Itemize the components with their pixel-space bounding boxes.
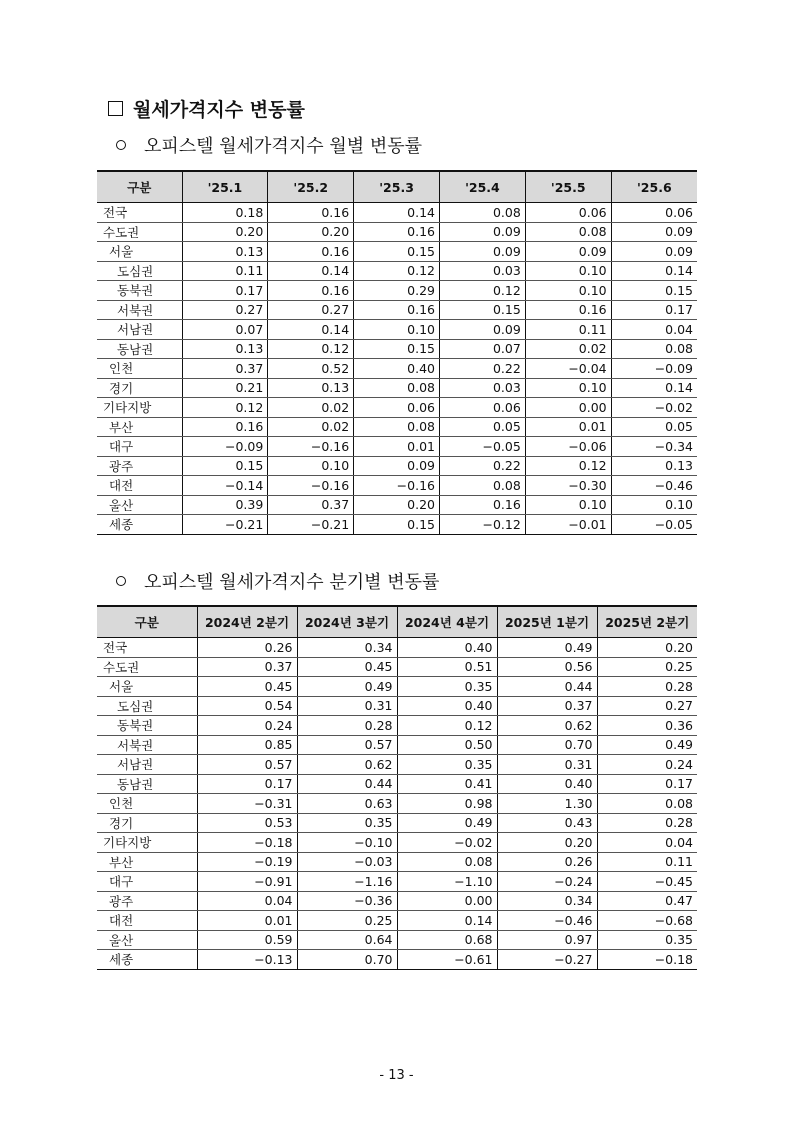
region-label: 대구 [97,872,197,892]
table-row [97,794,697,814]
change-rate-cell: −0.61 [397,950,497,970]
table-row [97,281,697,301]
table-row [97,456,697,476]
change-rate-cell: 0.40 [397,696,497,716]
change-rate-cell: −0.24 [497,872,597,892]
change-rate-cell: 0.24 [197,716,297,736]
table-row [97,677,697,697]
change-rate-cell: 0.02 [268,398,354,418]
table-row [97,696,697,716]
change-rate-cell: 0.14 [611,378,697,398]
change-rate-cell: 0.14 [397,911,497,931]
change-rate-cell: −0.02 [611,398,697,418]
region-label: 세종 [97,950,197,970]
change-rate-cell: −0.19 [197,852,297,872]
column-header-period: '25.2 [268,171,354,203]
table-row [97,891,697,911]
change-rate-cell: 0.35 [397,677,497,697]
change-rate-cell: 0.02 [525,339,611,359]
change-rate-cell: 0.15 [439,300,525,320]
column-header-period: 2024년 3분기 [297,606,397,638]
change-rate-cell: 0.09 [611,222,697,242]
change-rate-cell: 0.27 [182,300,268,320]
change-rate-cell: −0.30 [525,476,611,496]
region-label: 서북권 [97,735,197,755]
change-rate-cell: 0.12 [439,281,525,301]
change-rate-cell: −1.16 [297,872,397,892]
table-row [97,911,697,931]
region-label: 울산 [97,930,197,950]
region-label: 서남권 [97,755,197,775]
change-rate-cell: −0.21 [268,515,354,535]
change-rate-cell: 0.49 [397,813,497,833]
table-row [97,833,697,853]
change-rate-cell: 0.06 [611,203,697,223]
region-label: 서울 [97,677,197,697]
change-rate-cell: 0.00 [397,891,497,911]
change-rate-cell: 0.35 [297,813,397,833]
region-label: 동남권 [97,339,182,359]
change-rate-cell: 0.49 [297,677,397,697]
change-rate-cell: 0.13 [611,456,697,476]
change-rate-cell: 0.62 [497,716,597,736]
change-rate-cell: 0.34 [297,638,397,658]
change-rate-cell: 0.09 [525,242,611,262]
change-rate-cell: 0.41 [397,774,497,794]
table-row [97,476,697,496]
change-rate-cell: 0.16 [182,417,268,437]
change-rate-cell: 0.16 [354,300,440,320]
change-rate-cell: 0.27 [597,696,697,716]
region-label: 수도권 [97,222,182,242]
change-rate-cell: 0.12 [354,261,440,281]
change-rate-cell: 0.31 [497,755,597,775]
change-rate-cell: −0.34 [611,437,697,457]
change-rate-cell: 0.64 [297,930,397,950]
table-row [97,495,697,515]
change-rate-cell: −0.09 [611,359,697,379]
change-rate-cell: 0.40 [397,638,497,658]
change-rate-cell: 0.17 [197,774,297,794]
change-rate-cell: 0.40 [497,774,597,794]
change-rate-cell: 0.12 [182,398,268,418]
change-rate-cell: 0.13 [182,339,268,359]
change-rate-cell: 0.26 [197,638,297,658]
table-row [97,261,697,281]
change-rate-cell: 0.16 [268,203,354,223]
change-rate-cell: 0.39 [182,495,268,515]
quarterly-heading-text: 오피스텔 월세가격지수 분기별 변동률 [144,572,440,593]
change-rate-cell: 0.10 [525,378,611,398]
region-label: 기타지방 [97,398,182,418]
table-row [97,300,697,320]
change-rate-cell: 0.25 [597,657,697,677]
region-label: 경기 [97,378,182,398]
region-label: 울산 [97,495,182,515]
change-rate-cell: 0.16 [268,281,354,301]
change-rate-cell: 0.98 [397,794,497,814]
change-rate-cell: 0.14 [268,320,354,340]
change-rate-cell: −0.45 [597,872,697,892]
checkbox-square-icon [108,101,123,116]
change-rate-cell: −0.18 [197,833,297,853]
change-rate-cell: 0.10 [525,281,611,301]
change-rate-cell: 0.09 [611,242,697,262]
region-label: 서북권 [97,300,182,320]
change-rate-cell: 0.45 [297,657,397,677]
column-header-period: '25.1 [182,171,268,203]
change-rate-cell: −0.04 [525,359,611,379]
table-header-row [97,171,697,203]
table-row [97,417,697,437]
change-rate-cell: −0.18 [597,950,697,970]
change-rate-cell: 0.51 [397,657,497,677]
change-rate-cell: 0.04 [197,891,297,911]
change-rate-cell: 0.14 [354,203,440,223]
change-rate-cell: 0.20 [597,638,697,658]
change-rate-cell: −0.68 [597,911,697,931]
change-rate-cell: 0.17 [597,774,697,794]
section-title [108,95,305,122]
change-rate-cell: −0.06 [525,437,611,457]
change-rate-cell: 0.14 [268,261,354,281]
region-label: 대구 [97,437,182,457]
change-rate-cell: 0.15 [354,339,440,359]
change-rate-cell: 0.37 [268,495,354,515]
change-rate-cell: 0.10 [525,261,611,281]
change-rate-cell: 0.37 [197,657,297,677]
change-rate-cell: −0.91 [197,872,297,892]
change-rate-cell: 0.57 [297,735,397,755]
change-rate-cell: 0.37 [497,696,597,716]
change-rate-cell: −0.05 [439,437,525,457]
change-rate-cell: 0.08 [439,203,525,223]
table-row [97,222,697,242]
region-label: 도심권 [97,261,182,281]
change-rate-cell: 0.20 [354,495,440,515]
change-rate-cell: −0.01 [525,515,611,535]
quarterly-change-table [97,605,697,970]
change-rate-cell: 0.21 [182,378,268,398]
change-rate-cell: 0.08 [611,339,697,359]
change-rate-cell: 0.01 [197,911,297,931]
change-rate-cell: 0.08 [397,852,497,872]
table-row [97,242,697,262]
change-rate-cell: 0.12 [268,339,354,359]
change-rate-cell: 0.29 [354,281,440,301]
change-rate-cell: 0.47 [597,891,697,911]
region-label: 동남권 [97,774,197,794]
change-rate-cell: 1.30 [497,794,597,814]
change-rate-cell: −0.13 [197,950,297,970]
change-rate-cell: 0.08 [597,794,697,814]
change-rate-cell: 0.20 [268,222,354,242]
monthly-change-table [97,170,697,535]
region-label: 광주 [97,891,197,911]
region-label: 동북권 [97,281,182,301]
change-rate-cell: 0.63 [297,794,397,814]
change-rate-cell: 0.43 [497,813,597,833]
change-rate-cell: 0.62 [297,755,397,775]
region-label: 서울 [97,242,182,262]
change-rate-cell: 0.26 [497,852,597,872]
change-rate-cell: 0.57 [197,755,297,775]
table-row [97,339,697,359]
change-rate-cell: 0.34 [497,891,597,911]
table-row [97,437,697,457]
monthly-table-heading [116,132,422,158]
change-rate-cell: −0.27 [497,950,597,970]
change-rate-cell: 0.06 [439,398,525,418]
column-header-period: 2025년 1분기 [497,606,597,638]
change-rate-cell: 0.04 [611,320,697,340]
change-rate-cell: 0.37 [182,359,268,379]
change-rate-cell: 0.35 [397,755,497,775]
change-rate-cell: 0.10 [611,495,697,515]
change-rate-cell: 0.10 [525,495,611,515]
change-rate-cell: 0.28 [597,677,697,697]
column-header-category: 구분 [97,606,197,638]
change-rate-cell: 0.16 [439,495,525,515]
region-label: 동북권 [97,716,197,736]
change-rate-cell: 0.08 [525,222,611,242]
change-rate-cell: 0.68 [397,930,497,950]
column-header-period: '25.6 [611,171,697,203]
change-rate-cell: 0.01 [354,437,440,457]
change-rate-cell: 0.28 [297,716,397,736]
circle-bullet-icon [116,576,126,586]
column-header-period: 2024년 4분기 [397,606,497,638]
change-rate-cell: 0.70 [497,735,597,755]
change-rate-cell: 0.09 [439,222,525,242]
change-rate-cell: 0.17 [182,281,268,301]
change-rate-cell: −0.10 [297,833,397,853]
change-rate-cell: 0.15 [354,242,440,262]
change-rate-cell: 0.22 [439,359,525,379]
change-rate-cell: 0.20 [497,833,597,853]
region-label: 기타지방 [97,833,197,853]
column-header-period: '25.5 [525,171,611,203]
monthly-heading-text: 오피스텔 월세가격지수 월별 변동률 [144,136,422,157]
change-rate-cell: 0.06 [525,203,611,223]
table-row [97,735,697,755]
change-rate-cell: −0.16 [268,437,354,457]
change-rate-cell: −0.46 [611,476,697,496]
change-rate-cell: 0.50 [397,735,497,755]
table-row [97,378,697,398]
region-label: 세종 [97,515,182,535]
region-label: 경기 [97,813,197,833]
change-rate-cell: 0.16 [268,242,354,262]
change-rate-cell: 0.15 [611,281,697,301]
change-rate-cell: 0.97 [497,930,597,950]
change-rate-cell: 0.11 [525,320,611,340]
change-rate-cell: 0.52 [268,359,354,379]
change-rate-cell: 0.49 [497,638,597,658]
change-rate-cell: 0.07 [439,339,525,359]
change-rate-cell: 0.08 [354,417,440,437]
change-rate-cell: 0.09 [439,320,525,340]
change-rate-cell: 0.28 [597,813,697,833]
change-rate-cell: 0.09 [439,242,525,262]
change-rate-cell: 0.44 [297,774,397,794]
table-row [97,203,697,223]
change-rate-cell: −0.02 [397,833,497,853]
change-rate-cell: 0.45 [197,677,297,697]
change-rate-cell: 0.13 [182,242,268,262]
change-rate-cell: 0.16 [525,300,611,320]
change-rate-cell: 0.10 [268,456,354,476]
change-rate-cell: 0.27 [268,300,354,320]
region-label: 도심권 [97,696,197,716]
change-rate-cell: 0.05 [439,417,525,437]
change-rate-cell: 0.11 [182,261,268,281]
change-rate-cell: 0.02 [268,417,354,437]
change-rate-cell: 0.12 [525,456,611,476]
table-header-row [97,606,697,638]
column-header-category: 구분 [97,171,182,203]
change-rate-cell: 0.31 [297,696,397,716]
change-rate-cell: 0.03 [439,261,525,281]
table-row [97,930,697,950]
change-rate-cell: 0.15 [182,456,268,476]
table-row [97,813,697,833]
table-row [97,657,697,677]
change-rate-cell: −0.16 [354,476,440,496]
region-label: 인천 [97,359,182,379]
change-rate-cell: 0.44 [497,677,597,697]
change-rate-cell: −0.03 [297,852,397,872]
change-rate-cell: −0.46 [497,911,597,931]
column-header-period: '25.4 [439,171,525,203]
table-row [97,638,697,658]
change-rate-cell: 0.12 [397,716,497,736]
change-rate-cell: 0.25 [297,911,397,931]
change-rate-cell: −0.31 [197,794,297,814]
change-rate-cell: 0.22 [439,456,525,476]
change-rate-cell: −0.05 [611,515,697,535]
table-row [97,774,697,794]
change-rate-cell: 0.03 [439,378,525,398]
change-rate-cell: 0.15 [354,515,440,535]
change-rate-cell: 0.08 [439,476,525,496]
change-rate-cell: 0.17 [611,300,697,320]
change-rate-cell: −0.16 [268,476,354,496]
table-row [97,320,697,340]
region-label: 서남권 [97,320,182,340]
column-header-period: 2024년 2분기 [197,606,297,638]
table-row [97,755,697,775]
quarterly-table-heading [116,568,439,594]
change-rate-cell: 0.00 [525,398,611,418]
change-rate-cell: 0.35 [597,930,697,950]
change-rate-cell: −0.21 [182,515,268,535]
change-rate-cell: 0.85 [197,735,297,755]
region-label: 대전 [97,911,197,931]
change-rate-cell: 0.53 [197,813,297,833]
section-title-text: 월세가격지수 변동률 [133,99,305,121]
change-rate-cell: −0.14 [182,476,268,496]
change-rate-cell: 0.13 [268,378,354,398]
change-rate-cell: 0.40 [354,359,440,379]
change-rate-cell: 0.20 [182,222,268,242]
column-header-period: '25.3 [354,171,440,203]
change-rate-cell: −0.12 [439,515,525,535]
region-label: 부산 [97,852,197,872]
change-rate-cell: 0.49 [597,735,697,755]
table-row [97,359,697,379]
region-label: 대전 [97,476,182,496]
change-rate-cell: 0.07 [182,320,268,340]
change-rate-cell: 0.08 [354,378,440,398]
change-rate-cell: −0.36 [297,891,397,911]
table-row [97,515,697,535]
region-label: 광주 [97,456,182,476]
page-number: - 13 - [379,1068,414,1083]
change-rate-cell: 0.56 [497,657,597,677]
table-row [97,872,697,892]
change-rate-cell: 0.09 [354,456,440,476]
change-rate-cell: 0.11 [597,852,697,872]
change-rate-cell: −1.10 [397,872,497,892]
change-rate-cell: 0.18 [182,203,268,223]
region-label: 부산 [97,417,182,437]
change-rate-cell: 0.01 [525,417,611,437]
table-row [97,852,697,872]
change-rate-cell: −0.09 [182,437,268,457]
change-rate-cell: 0.59 [197,930,297,950]
change-rate-cell: 0.06 [354,398,440,418]
table-row [97,716,697,736]
change-rate-cell: 0.05 [611,417,697,437]
change-rate-cell: 0.70 [297,950,397,970]
column-header-period: 2025년 2분기 [597,606,697,638]
change-rate-cell: 0.04 [597,833,697,853]
change-rate-cell: 0.54 [197,696,297,716]
change-rate-cell: 0.24 [597,755,697,775]
table-row [97,398,697,418]
region-label: 인천 [97,794,197,814]
change-rate-cell: 0.16 [354,222,440,242]
change-rate-cell: 0.14 [611,261,697,281]
circle-bullet-icon [116,140,126,150]
region-label: 전국 [97,203,182,223]
table-row [97,950,697,970]
region-label: 전국 [97,638,197,658]
change-rate-cell: 0.36 [597,716,697,736]
region-label: 수도권 [97,657,197,677]
change-rate-cell: 0.10 [354,320,440,340]
